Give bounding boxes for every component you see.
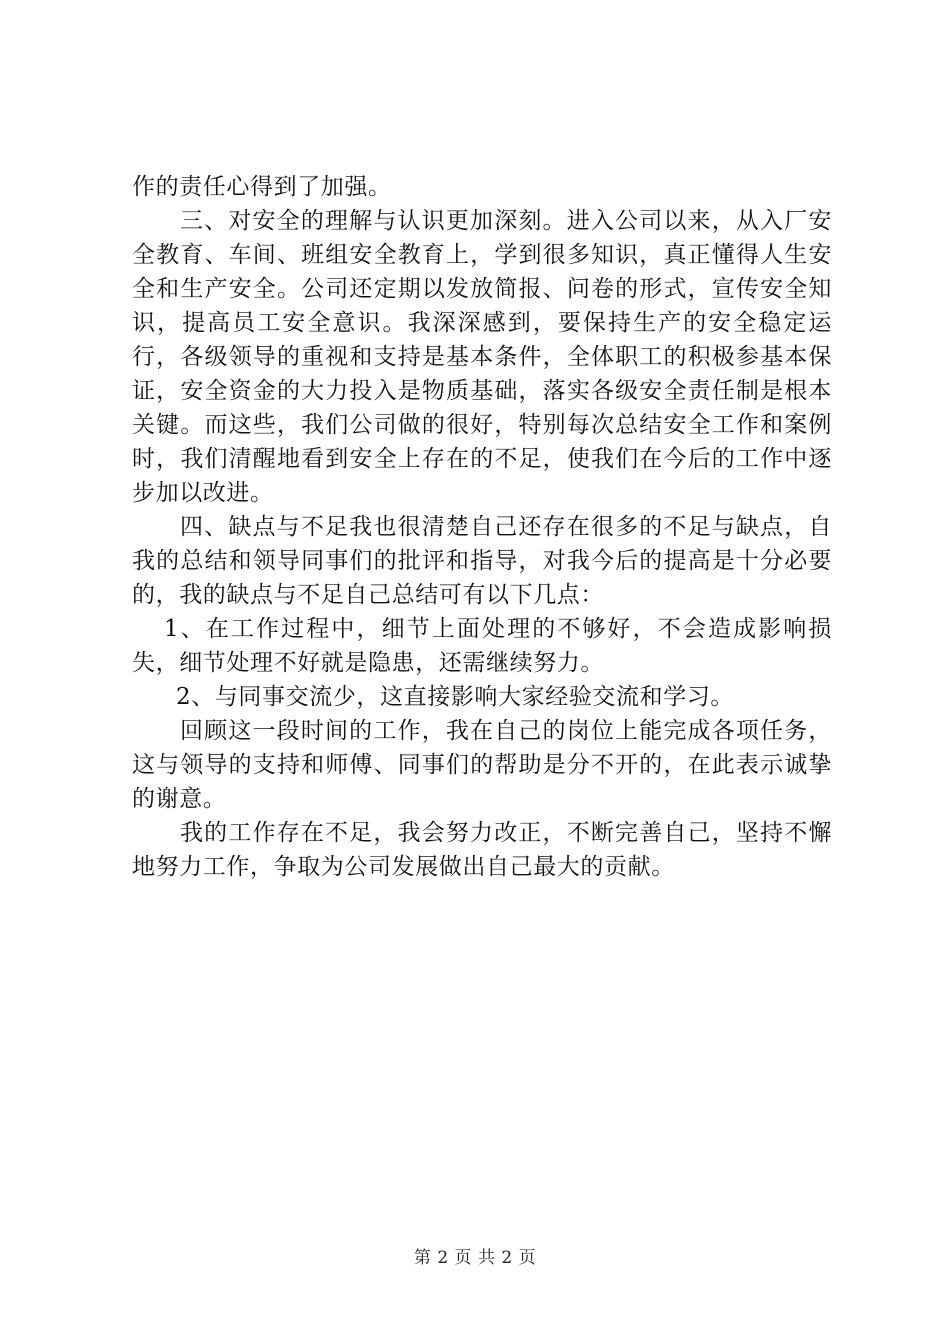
paragraph-shortcomings: 四、缺点与不足我也很清楚自己还存在很多的不足与缺点，自我的总结和领导同事们的批评和指导，对我今后的提高是十分必要的，我的缺点与不足自己总结可有以下几点： <box>132 514 832 608</box>
paragraph-review: 回顾这一段时间的工作，我在自己的岗位上能完成各项任务，这与领导的支持和师傅、同事们的帮助是分不开的，在此表示诚挚的谢意。 <box>132 718 832 812</box>
page-footer: 第 2 页 共 2 页 <box>413 1248 537 1268</box>
paragraph-conclusion: 我的工作存在不足，我会努力改正，不断完善自己，坚持不懈地努力工作，争取为公司发展做出自己最大的贡献。 <box>132 820 832 880</box>
document-body <box>132 170 832 884</box>
paragraph-point-1: 1、在工作过程中，细节上面处理的不够好，不会造成影响损失，细节处理不好就是隐患，还需继续努力。 <box>132 616 832 676</box>
paragraph-safety-understanding: 三、对安全的理解与认识更加深刻。进入公司以来，从入厂安全教育、车间、班组安全教育上，学到很多知识，真正懂得人生安全和生产安全。公司还定期以发放简报、问卷的形式，宣传安全知识，提高员工安全意识。我深深感到，要保持生产的安全稳定运行，各级领导的重视和支持是基本条件，全体职工的积极参基本保证，安全资金的大力投入是物质基础，落实各级安全责任制是根本关键。而这些，我们公司做的很好，特别每次总结安全工作和案例时，我们清醒地看到安全上存在的不足，使我们在今后的工作中逐步加以改进。 <box>132 208 832 506</box>
paragraph-continuation: 作的责任心得到了加强。 <box>132 174 392 200</box>
paragraph-point-2: 2、与同事交流少，这直接影响大家经验交流和学习。 <box>176 684 735 710</box>
